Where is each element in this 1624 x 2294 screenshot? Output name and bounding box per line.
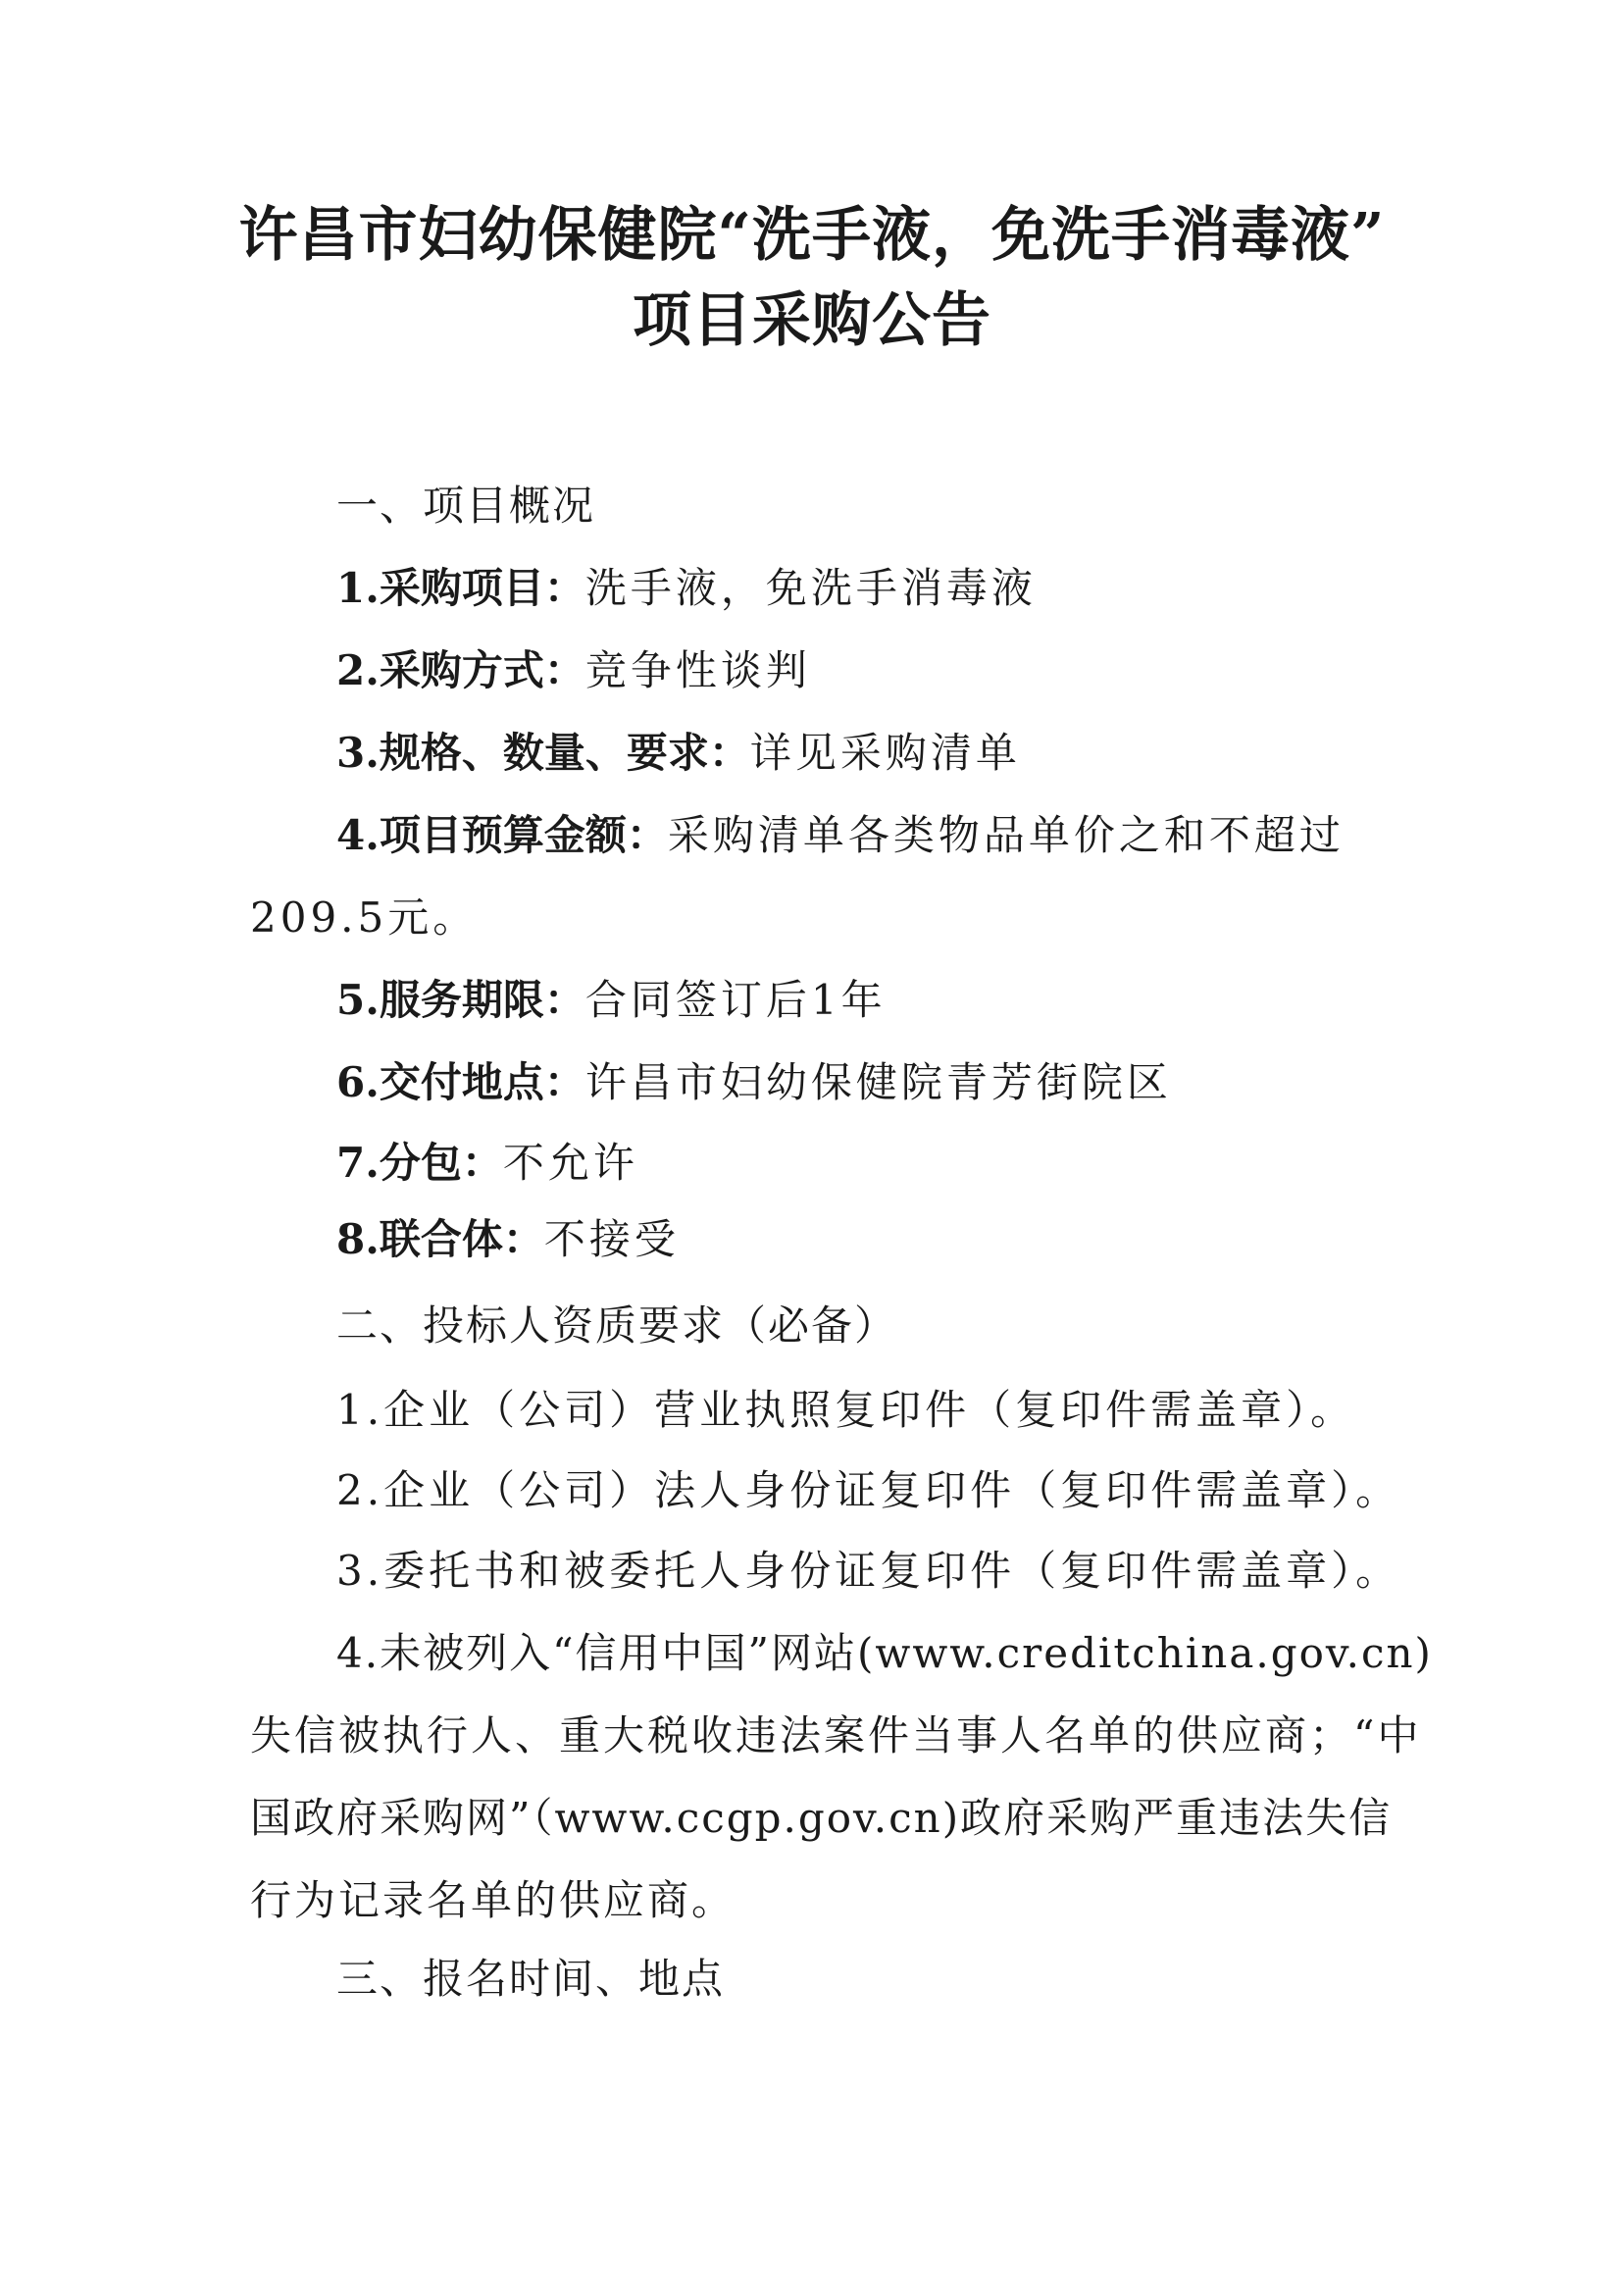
item-label: 4.项目预算金额： bbox=[336, 811, 668, 859]
qualification-item-4-line-3: 国政府采购网”（www.ccgp.gov.cn)政府采购严重违法失信 bbox=[250, 1794, 1393, 1842]
qualification-item-2: 2.企业（公司）法人身份证复印件（复印件需盖章）。 bbox=[336, 1466, 1401, 1514]
item-consortium bbox=[336, 1212, 680, 1267]
item-budget-continuation: 209.5元。 bbox=[250, 893, 479, 942]
item-budget bbox=[336, 808, 1345, 863]
item-specification bbox=[336, 726, 1021, 781]
item-label: 5.服务期限： bbox=[336, 976, 585, 1024]
item-value: 洗手液，免洗手消毒液 bbox=[584, 564, 1037, 612]
item-procurement-method bbox=[336, 643, 811, 698]
item-value: 合同签订后1年 bbox=[584, 976, 887, 1024]
item-label: 6.交付地点： bbox=[336, 1058, 585, 1106]
qualification-item-4-line-2: 失信被执行人、重大税收违法案件当事人名单的供应商；“中 bbox=[250, 1711, 1422, 1759]
document-title-line-2: 项目采购公告 bbox=[633, 286, 991, 355]
item-delivery-location bbox=[336, 1055, 1172, 1110]
document-title-line-1: 许昌市妇幼保健院“洗手液，免洗手消毒液” bbox=[238, 201, 1386, 270]
item-service-period bbox=[336, 973, 887, 1028]
qualification-item-4-line-4: 行为记录名单的供应商。 bbox=[250, 1876, 736, 1924]
item-subcontract bbox=[336, 1136, 638, 1191]
item-value: 详见采购清单 bbox=[749, 729, 1021, 777]
item-label: 7.分包： bbox=[336, 1139, 503, 1187]
item-label: 8.联合体： bbox=[336, 1215, 544, 1263]
item-value: 竞争性谈判 bbox=[584, 646, 811, 694]
qualification-item-1: 1.企业（公司）营业执照复印件（复印件需盖章）。 bbox=[336, 1386, 1356, 1434]
section-1-heading: 一、项目概况 bbox=[336, 482, 596, 530]
qualification-item-3: 3.委托书和被委托人身份证复印件（复印件需盖章）。 bbox=[336, 1547, 1401, 1595]
qualification-item-4-line-1: 4.未被列入“信用中国”网站(www.creditchina.gov.cn) bbox=[336, 1629, 1433, 1677]
item-value: 不允许 bbox=[502, 1139, 638, 1187]
item-label: 3.规格、数量、要求： bbox=[336, 729, 750, 777]
section-3-heading: 三、报名时间、地点 bbox=[336, 1955, 726, 2003]
item-procurement-project bbox=[336, 561, 1037, 616]
item-value: 不接受 bbox=[543, 1215, 680, 1263]
item-label: 2.采购方式： bbox=[336, 646, 585, 694]
section-2-heading: 二、投标人资质要求（必备） bbox=[336, 1301, 898, 1350]
item-value: 许昌市妇幼保健院青芳街院区 bbox=[584, 1058, 1172, 1106]
item-value: 采购清单各类物品单价之和不超过 bbox=[667, 811, 1345, 859]
item-label: 1.采购项目： bbox=[336, 564, 585, 612]
